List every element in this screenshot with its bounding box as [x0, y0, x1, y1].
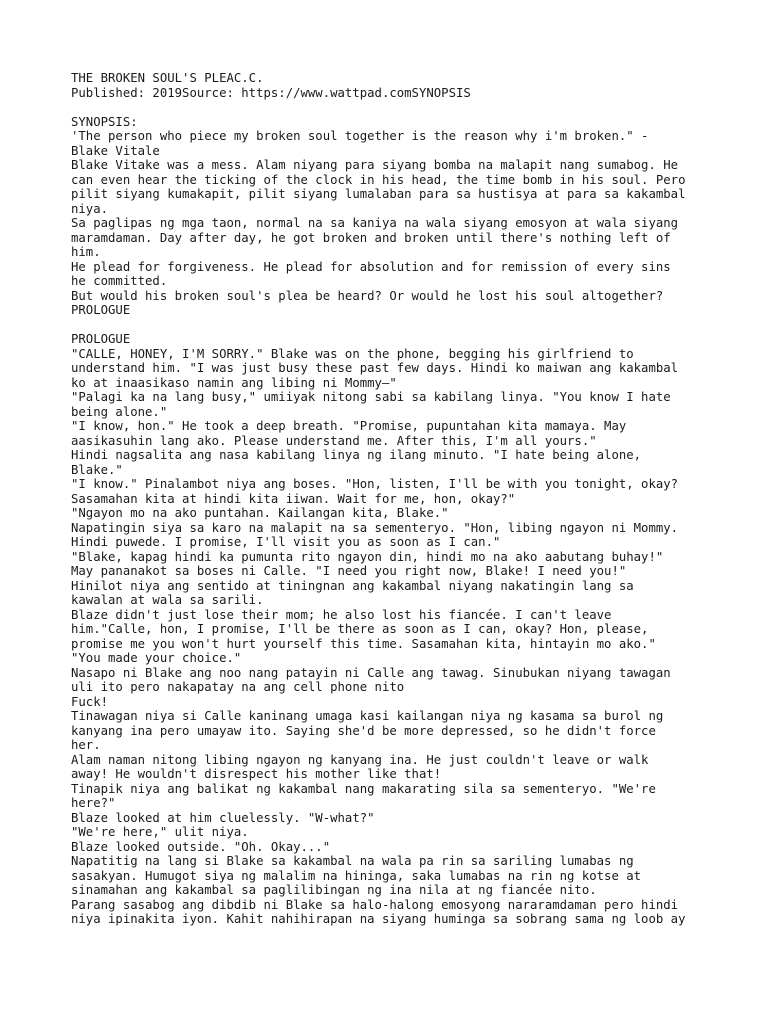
text-line: Sasamahan kita at hindi kita iiwan. Wait for me, hon, okay?"	[71, 491, 516, 506]
text-line: Blaze didn't just lose their mom; he also lost his fiancée. I can't leave	[71, 607, 612, 622]
text-line: niya ipinakita iyon. Kahit nahihirapan na siyang huminga sa sobrang sama ng loob ay	[71, 912, 686, 926]
blank-line	[71, 318, 731, 333]
text-line: him."Calle, hon, I promise, I'll be there as soon as I can, okay? Hon, please,	[71, 622, 649, 636]
text-line: kawalan at wala sa sarili.	[71, 593, 264, 607]
text-line: He plead for forgiveness. He plead for absolution and for remission of every sins	[71, 259, 671, 274]
text-line: PROLOGUE	[71, 332, 131, 346]
text-line: Hindi nagsalita ang nasa kabilang linya ng ilang minuto. "I hate being alone,	[71, 448, 642, 462]
text-line: But would his broken soul's plea be heard? Or would he lost his soul altogether?	[71, 288, 664, 303]
text-line: Alam naman nitong libing ngayon ng kanyang ina. He just couldn't leave or walk	[71, 752, 649, 767]
text-line: "I know, hon." He took a deep breath. "Promise, pupuntahan kita mamaya. May	[71, 419, 627, 433]
text-line: aasikasuhin lang ako. Please understand me. After this, I'm all yours."	[71, 433, 597, 448]
text-line: understand him. "I was just busy these past few days. Hindi ko maiwan ang kakambal	[71, 361, 679, 375]
text-line: "Ngayon mo na ako puntahan. Kailangan kita, Blake."	[71, 506, 449, 520]
document-page	[71, 71, 731, 927]
text-line: Tinapik niya ang balikat ng kakambal nang makarating sila sa sementeryo. "We're	[71, 781, 656, 796]
text-line: her.	[71, 738, 101, 752]
text-line: Fuck!	[71, 694, 109, 709]
text-line: Parang sasabog ang dibdib ni Blake sa halo-halong emosyong nararamdaman pero hindi	[71, 897, 679, 912]
text-line: THE BROKEN SOUL'S PLEAC.C.	[71, 71, 264, 85]
text-line: "I know." Pinalambot niya ang boses. "Hon, listen, I'll be with you tonight, okay?	[71, 477, 679, 491]
text-line: Hinilot niya ang sentido at tiningnan ang kakambal niyang nakatingin lang sa	[71, 578, 634, 593]
text-line: Nasapo ni Blake ang noo nang patayin ni Calle ang tawag. Sinubukan niyang tawagan	[71, 665, 671, 680]
text-line: "Palagi ka na lang busy," umiiyak nitong sabi sa kabilang linya. "You know I hate	[71, 390, 671, 404]
text-line: niya.	[71, 201, 109, 216]
text-line: pilit siyang kumakapit, pilit siyang lumalaban para sa hustisya at para sa kakambal	[71, 187, 686, 201]
text-line: "We're here," ulit niya.	[71, 825, 249, 839]
text-line: Sa paglipas ng mga taon, normal na sa kaniya na wala siyang emosyon at wala siyang	[71, 216, 679, 230]
text-line: can even hear the ticking of the clock in his head, the time bomb in his soul. Pero	[71, 172, 686, 187]
text-line: he committed.	[71, 274, 168, 288]
text-line: Blake."	[71, 462, 123, 477]
text-line: promise me you won't hurt yourself this time. Sasamahan kita, hintayin mo ako."	[71, 636, 656, 651]
text-line: here?"	[71, 796, 116, 810]
text-line: 'The person who piece my broken soul together is the reason why i'm broken." -	[71, 129, 649, 143]
text-line: Blaze looked outside. "Oh. Okay..."	[71, 839, 331, 854]
text-line: "CALLE, HONEY, I'M SORRY." Blake was on the phone, begging his girlfriend to	[71, 346, 634, 361]
text-line: him.	[71, 245, 101, 259]
text-line: Blaze looked at him cluelessly. "W-what?"	[71, 810, 375, 825]
text-line: Napatitig na lang si Blake sa kakambal na wala pa rin sa sariling lumabas ng	[71, 854, 634, 868]
text-line: "You made your choice."	[71, 651, 242, 665]
text-line: sasakyan. Humugot siya ng malalim na hininga, saka lumabas na rin ng kotse at	[71, 868, 642, 883]
text-line: uli ito pero nakapatay na ang cell phone nito	[71, 680, 405, 694]
text-line: kanyang ina pero umayaw ito. Saying she'd be more depressed, so he didn't force	[71, 723, 656, 738]
text-line: sinamahan ang kakambal sa paglilibingan ng ina nila at ng fiancée nito.	[71, 883, 597, 897]
text-line: Blake Vitale	[71, 143, 160, 158]
text-line: PROLOGUE	[71, 303, 131, 317]
text-line: maramdaman. Day after day, he got broken and broken until there's nothing left of	[71, 230, 671, 245]
text-line: Tinawagan niya si Calle kaninang umaga kasi kailangan niya ng kasama sa burol ng	[71, 709, 664, 723]
text-line: SYNOPSIS:	[71, 114, 138, 129]
blank-line	[71, 100, 731, 115]
text-line: being alone."	[71, 404, 168, 419]
text-line: "Blake, kapag hindi ka pumunta rito ngayon din, hindi mo na ako aabutang buhay!"	[71, 549, 664, 564]
text-line: ko at inaasikaso namin ang libing ni Mommy—"	[71, 375, 397, 390]
text-line: away! He wouldn't disrespect his mother like that!	[71, 767, 442, 781]
text-line: May pananakot sa boses ni Calle. "I need you right now, Blake! I need you!"	[71, 564, 627, 578]
text-line: Napatingin siya sa karo na malapit na sa sementeryo. "Hon, libing ngayon ni Mommy.	[71, 520, 679, 535]
text-line: Blake Vitake was a mess. Alam niyang para siyang bomba na malapit nang sumabog. He	[71, 158, 679, 172]
text-line: Published: 2019Source: https://www.wattpad.comSYNOPSIS	[71, 85, 471, 100]
text-line: Hindi puwede. I promise, I'll visit you as soon as I can."	[71, 535, 501, 549]
